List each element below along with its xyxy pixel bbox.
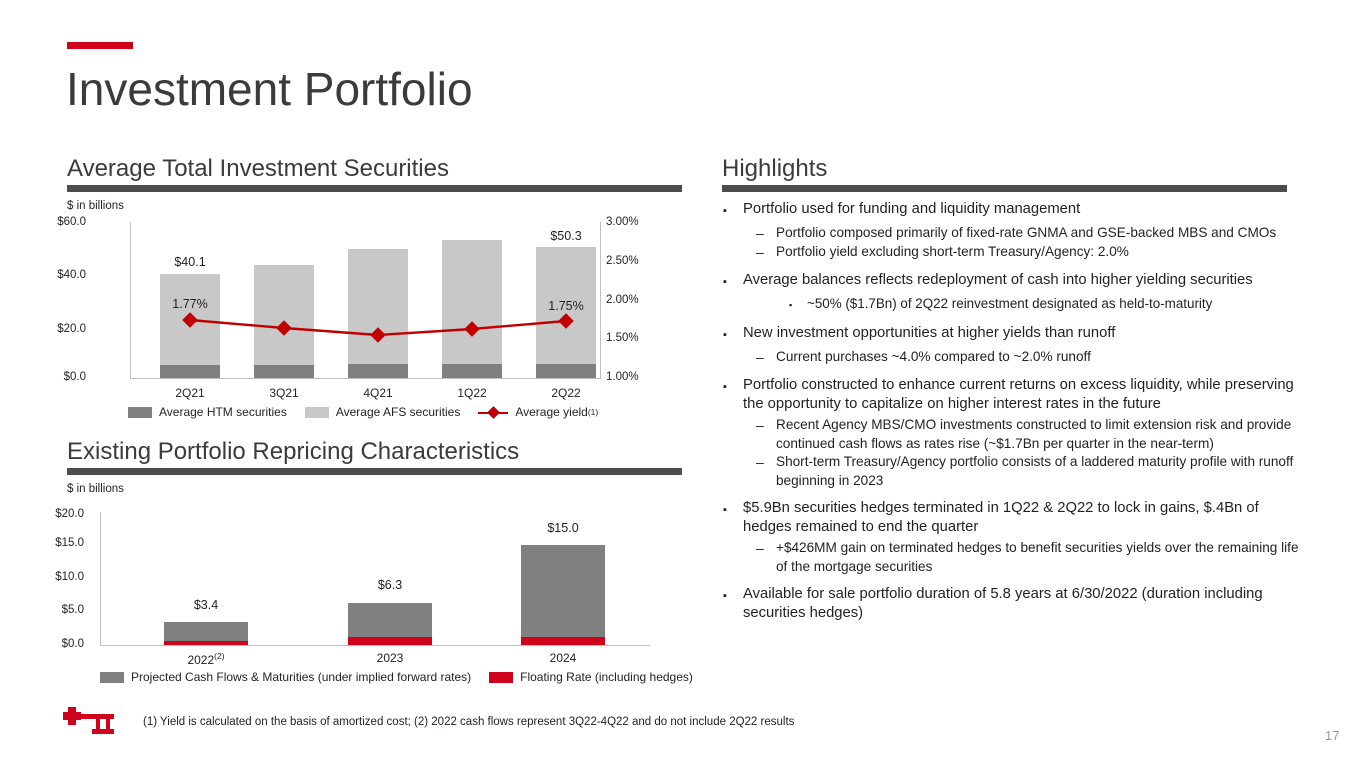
highlight-sub-5-1 <box>756 539 1301 576</box>
chart1-ytick-2: $40.0 <box>57 269 86 281</box>
chart2-ytick-1: $5.0 <box>61 604 84 616</box>
chart2-ytick-2: $10.0 <box>55 571 84 583</box>
legend-item-projected <box>100 670 471 684</box>
legend-swatch-projected <box>100 672 124 683</box>
chart2-x-axis <box>100 645 650 646</box>
legend-label-afs: Average AFS securities <box>335 405 461 419</box>
chart2-rule <box>67 468 682 475</box>
legend-label-htm: Average HTM securities <box>159 405 287 419</box>
highlights-list <box>723 200 1301 632</box>
legend-item-htm <box>128 405 287 419</box>
chart1-ytick-0: $0.0 <box>63 371 86 383</box>
chart2-xtick-2024: 2024 <box>549 651 577 665</box>
bullet-dash-icon: – <box>756 417 764 433</box>
highlight-text-2: Average balances reflects redeployment of cash into higher yielding securities <box>743 272 1253 288</box>
chart1-xtick-3Q21: 3Q21 <box>269 386 299 400</box>
chart2-total-label-2023: $6.3 <box>377 578 403 592</box>
legend-label-yield: Average yield <box>515 405 588 419</box>
legend-label-yield-sup: (1) <box>587 407 599 417</box>
highlight-text-6: Available for sale portfolio duration of 5.8 years at 6/30/2022 (duration including securities hedges) <box>743 586 1263 621</box>
highlight-text-1: Portfolio used for funding and liquidity management <box>743 201 1081 217</box>
chart2-units: $ in billions <box>67 483 124 495</box>
company-logo-icon <box>60 703 130 737</box>
legend-swatch-afs <box>305 407 329 418</box>
highlight-subtext-5-1: +$426MM gain on terminated hedges to benefit securities yields over the remaining life of the mortgage securities <box>776 540 1299 574</box>
highlight-bullet-1 <box>723 200 1301 222</box>
chart1-rule <box>67 185 682 192</box>
footnote: (1) Yield is calculated on the basis of amortized cost; (2) 2022 cash flows represent 3Q22-4Q22 and do not include 2Q22 results <box>143 716 795 728</box>
bullet-dash-icon: – <box>756 244 764 260</box>
chart1-y2tick-2: 2.00% <box>606 294 639 306</box>
bullet-square-icon: ▪ <box>723 329 727 341</box>
highlight-sub-4-2 <box>756 453 1301 490</box>
chart1-xtick-2Q22: 2Q22 <box>551 386 581 400</box>
bullet-square-icon: ▪ <box>723 504 727 516</box>
bullet-square-icon: ▪ <box>723 381 727 393</box>
chart2-bar-proj-2024 <box>521 545 605 641</box>
highlight-group-4 <box>723 376 1301 490</box>
page-number: 17 <box>1325 728 1340 743</box>
bullet-dash-icon: – <box>756 349 764 365</box>
chart2-xtick-2023: 2023 <box>376 651 404 665</box>
chart2-bar-float-2023 <box>348 637 432 645</box>
highlight-bullet-2 <box>723 271 1301 293</box>
legend-item-floating <box>489 670 693 684</box>
highlight-sub-3-1 <box>756 348 1301 367</box>
highlight-subtext-4-2: Short-term Treasury/Agency portfolio consists of a laddered maturity profile with runoff beginning in 2023 <box>776 454 1294 488</box>
highlights-title: Highlights <box>722 155 828 182</box>
chart2-xtick-2022-sup: (2) <box>214 651 225 661</box>
highlight-subtext-1-2: Portfolio yield excluding short-term Treasury/Agency: 2.0% <box>776 244 1129 259</box>
highlight-sub-2-1 <box>789 295 1301 315</box>
highlight-text-3: New investment opportunities at higher yields than runoff <box>743 325 1116 341</box>
accent-bar <box>67 42 133 49</box>
highlight-group-2 <box>723 271 1301 315</box>
bullet-square-icon: ▪ <box>723 205 727 217</box>
chart1-units: $ in billions <box>67 200 124 212</box>
chart1-ytick-3: $60.0 <box>57 216 86 228</box>
chart2-bar-proj-2023 <box>348 603 432 641</box>
bullet-dash-icon: – <box>756 540 764 556</box>
chart2-title: Existing Portfolio Repricing Characteristics <box>67 438 520 465</box>
chart1-xtick-1Q22: 1Q22 <box>457 386 487 400</box>
chart2-total-label-2022: $3.4 <box>193 598 219 612</box>
legend-swatch-yield <box>478 407 508 418</box>
highlight-bullet-4 <box>723 376 1301 414</box>
legend-label-floating: Floating Rate (including hedges) <box>520 670 693 684</box>
chart1-y2tick-1: 1.50% <box>606 332 639 344</box>
chart2-bar-float-2024 <box>521 637 605 645</box>
highlight-bullet-6 <box>723 585 1301 623</box>
highlight-subtext-1-1: Portfolio composed primarily of fixed-rate GNMA and GSE-backed MBS and CMOs <box>776 225 1277 240</box>
chart1-yield-label-2Q21: 1.77% <box>172 297 208 311</box>
highlights-rule <box>722 185 1287 192</box>
chart1-y2tick-0: 1.00% <box>606 371 639 383</box>
bullet-dash-icon: – <box>756 225 764 241</box>
highlight-group-6 <box>723 585 1301 623</box>
highlight-group-5 <box>723 499 1301 576</box>
chart2-legend <box>100 670 711 684</box>
bullet-square-icon: ▪ <box>723 590 727 602</box>
chart2-xtick-2022: 2022$^{(2)}$ <box>187 651 225 667</box>
highlight-text-4: Portfolio constructed to enhance current returns on excess liquidity, while preserving the opportunity to capitalize on higher interest rates in the future <box>743 377 1294 412</box>
chart1-xtick-2Q21: 2Q21 <box>175 386 205 400</box>
chart1-y2tick-3: 2.50% <box>606 255 639 267</box>
chart2-ytick-3: $15.0 <box>55 537 84 549</box>
chart2-y-axis <box>100 512 101 645</box>
chart1-legend <box>128 405 616 419</box>
chart1-ytick-1: $20.0 <box>57 323 86 335</box>
chart2-ytick-4: $20.0 <box>55 508 84 520</box>
bullet-small-square-icon: ▪ <box>789 300 793 310</box>
chart1-total-label-2Q21: $40.1 <box>174 255 206 269</box>
highlight-group-3 <box>723 324 1301 367</box>
legend-swatch-htm <box>128 407 152 418</box>
chart2-bar-float-2022 <box>164 641 248 645</box>
highlight-sub-1-1 <box>756 224 1301 243</box>
highlight-bullet-5 <box>723 499 1301 537</box>
chart1-total-label-2Q22: $50.3 <box>550 229 582 243</box>
chart2-ytick-0: $0.0 <box>61 638 84 650</box>
highlight-subtext-2-1: ~50% ($1.7Bn) of 2Q22 reinvestment designated as held-to-maturity <box>807 296 1213 311</box>
legend-label-projected: Projected Cash Flows & Maturities (under implied forward rates) <box>131 670 472 684</box>
chart1-yield-label-2Q22: 1.75% <box>548 299 584 313</box>
highlight-text-5: $5.9Bn securities hedges terminated in 1Q22 & 2Q22 to lock in gains, $.4Bn of hedges remained to end the quarter <box>743 500 1259 535</box>
highlight-subtext-4-1: Recent Agency MBS/CMO investments constructed to limit extension risk and provide continued cash flows as rates rise (~$1.7Bn per quarter in the near-term) <box>776 417 1292 451</box>
highlight-bullet-3 <box>723 324 1301 346</box>
chart1-title: Average Total Investment Securities <box>67 155 449 182</box>
highlight-sub-1-2 <box>756 243 1301 262</box>
highlight-subtext-3-1: Current purchases ~4.0% compared to ~2.0% runoff <box>776 349 1091 364</box>
highlight-group-1 <box>723 200 1301 262</box>
legend-item-yield <box>478 405 598 419</box>
chart1-xtick-4Q21: 4Q21 <box>363 386 393 400</box>
page-title: Investment Portfolio <box>66 63 473 115</box>
bullet-dash-icon: – <box>756 454 764 470</box>
bullet-square-icon: ▪ <box>723 276 727 288</box>
chart2-bar-proj-2022 <box>164 622 248 641</box>
chart1-y2tick-4: 3.00% <box>606 216 639 228</box>
legend-swatch-floating <box>489 672 513 683</box>
highlight-sub-4-1 <box>756 416 1301 453</box>
legend-item-afs <box>305 405 461 419</box>
chart2-total-label-2024: $15.0 <box>547 521 579 535</box>
